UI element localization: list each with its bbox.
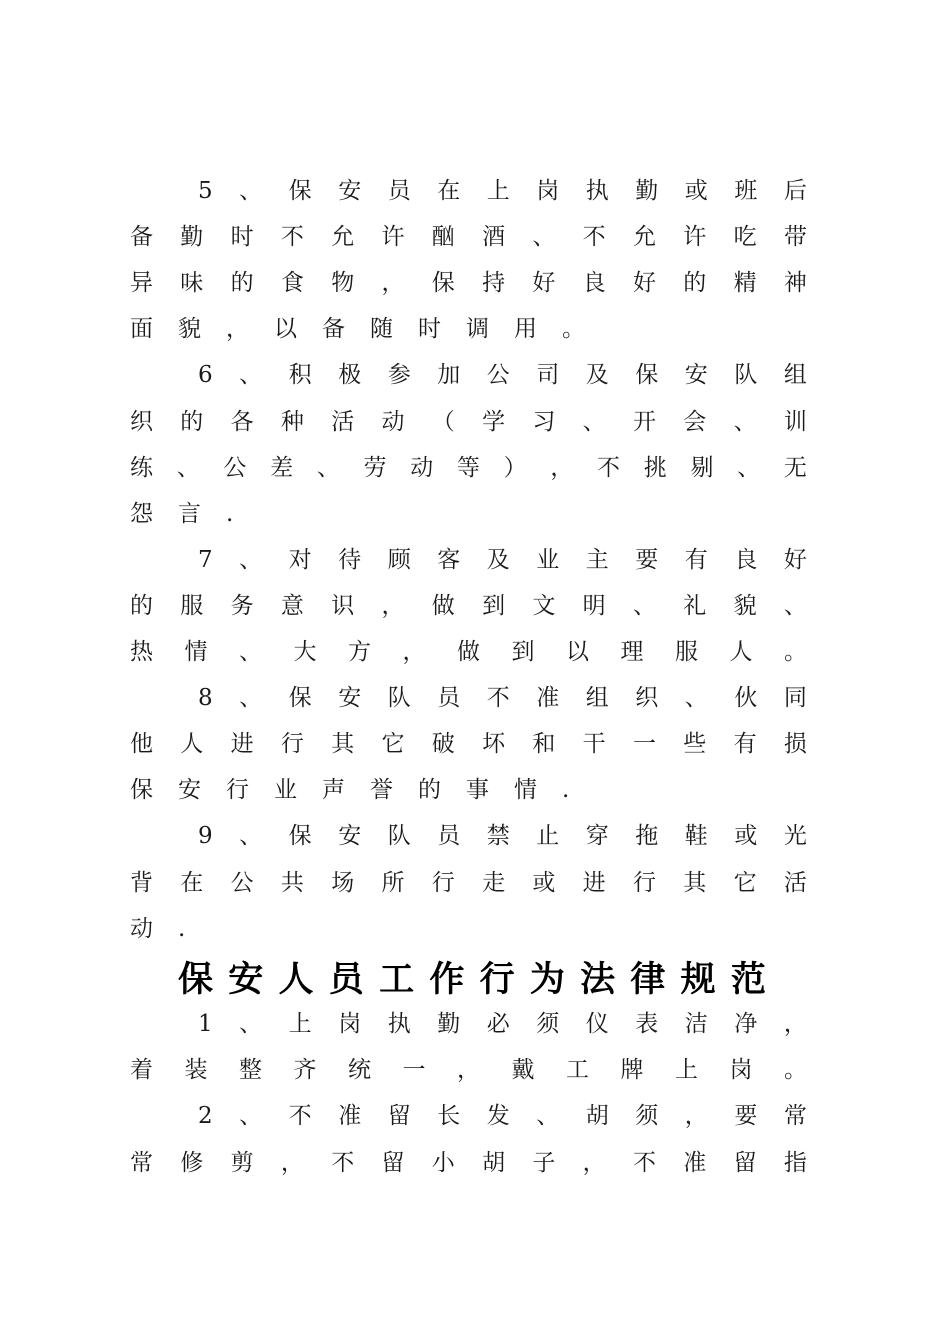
text-glyph: 好 [532,270,556,297]
text-glyph: 须 [536,1011,560,1037]
text-glyph: ， [684,1103,708,1130]
text-glyph: 礼 [683,592,707,619]
text-glyph: 服 [180,592,204,619]
text-glyph: 保 [635,362,659,389]
text-glyph: 到 [511,639,535,665]
text-glyph: 有 [733,731,757,758]
text-glyph: 做 [457,639,480,665]
text-glyph: 允 [632,224,656,251]
text-glyph: 的 [180,408,204,435]
text-glyph: 、 [783,592,807,619]
text-glyph: 及 [486,546,510,573]
text-glyph: 情 [184,639,208,665]
text-glyph: 、 [176,454,200,481]
heading-glyph: 工 [379,960,415,1000]
text-glyph: 声 [322,777,345,804]
text-glyph: 精 [733,270,757,297]
text-glyph: 组 [783,362,807,389]
text-glyph: 破 [431,731,455,758]
text-glyph: 发 [486,1103,510,1130]
heading-glyph: 保 [178,960,214,1000]
text-glyph: 安 [338,178,362,204]
text-glyph: ， [280,1149,304,1176]
text-glyph: 。 [784,1057,807,1084]
text-glyph: 酗 [431,224,455,251]
text-glyph: 保 [130,777,153,804]
text-glyph: 仪 [585,1011,609,1037]
text-glyph: 参 [387,362,411,389]
text-glyph: 勤 [437,1011,461,1037]
text-glyph: 修 [180,1149,204,1176]
text-glyph: 干 [582,731,606,758]
text-glyph: 或 [684,178,708,204]
text-glyph: 队 [734,362,758,389]
document.lines-line [130,724,807,764]
text-glyph: 上 [288,1011,312,1037]
text-glyph: 常 [783,1103,807,1130]
text-glyph: 5 [198,178,213,204]
text-glyph: 劳 [363,454,387,481]
text-glyph: ， [226,316,249,343]
text-glyph: 进 [582,869,606,896]
text-glyph: 文 [532,592,556,619]
text-glyph: 上 [486,178,510,204]
document.lines-line [130,309,807,349]
text-glyph: 司 [536,362,560,389]
heading-glyph: 律 [630,960,666,1000]
text-glyph: 等 [456,454,480,481]
document.lines-line [130,863,807,903]
text-glyph: 、 [239,639,262,665]
text-glyph: 、 [532,224,556,251]
text-glyph: 它 [381,731,405,758]
text-glyph: 以 [274,316,297,343]
text-glyph: 胡 [585,1103,609,1130]
text-glyph: 主 [585,546,609,573]
text-glyph: 表 [635,1011,659,1037]
text-glyph: 人 [180,731,204,758]
text-glyph: 许 [381,224,405,251]
text-glyph: 习 [532,408,556,435]
text-glyph: 貌 [733,592,757,619]
text-glyph: 活 [783,869,807,896]
text-glyph: 走 [482,869,506,896]
text-glyph: 、 [733,408,757,435]
text-glyph: 随 [370,316,393,343]
text-glyph: 勤 [180,224,204,251]
document.lines-line [130,770,807,810]
document.lines-line [130,632,807,672]
text-glyph: 对 [288,546,312,573]
text-glyph: 到 [482,592,506,619]
text-glyph: ， [783,1011,807,1037]
document.lines-line [198,540,807,580]
text-glyph: 穿 [585,823,609,850]
text-glyph: 备 [130,224,153,251]
text-glyph: 净 [734,1011,758,1037]
text-glyph: 貌 [178,316,201,343]
text-glyph: 或 [734,823,758,850]
text-glyph: 行 [226,777,249,804]
text-glyph: 常 [130,1149,153,1176]
text-glyph: 必 [486,1011,510,1037]
document.lines_after-line [130,1050,807,1090]
text-glyph: 其 [331,731,355,758]
text-glyph: 、 [239,362,263,389]
text-glyph: 员 [437,823,461,850]
text-glyph: 务 [230,592,254,619]
text-glyph: 公 [223,454,247,481]
text-glyph: 、 [239,546,263,573]
text-glyph: 统 [348,1057,371,1084]
text-glyph: 、 [239,823,263,850]
text-glyph: 背 [130,869,153,896]
text-glyph: 的 [683,270,707,297]
text-glyph: 积 [288,362,312,389]
text-glyph: 织 [635,685,659,712]
text-glyph: 不 [288,1103,312,1130]
text-glyph: 要 [635,546,659,573]
heading-glyph: 作 [429,960,465,1000]
text-glyph: 8 [198,685,213,712]
text-glyph: 事 [466,777,489,804]
text-glyph: 组 [585,685,609,712]
text-glyph: 带 [783,224,807,251]
text-glyph: 酒 [482,224,506,251]
heading-glyph: 为 [529,960,565,1000]
text-glyph: 损 [783,731,807,758]
text-glyph: 岗 [536,178,560,204]
text-glyph: 有 [684,546,708,573]
text-glyph: 班 [734,178,758,204]
text-glyph: 会 [683,408,707,435]
text-glyph: 共 [280,869,304,896]
text-glyph: 子 [532,1149,556,1176]
text-glyph: 岗 [729,1057,753,1084]
text-glyph: 。 [784,639,807,665]
text-glyph: 允 [331,224,355,251]
text-glyph: 好 [632,270,656,297]
text-glyph: 留 [387,1103,411,1130]
text-glyph: 不 [582,224,606,251]
text-glyph: 持 [482,270,506,297]
text-glyph: 行 [431,869,455,896]
text-glyph: 7 [198,546,213,573]
text-glyph: 不 [486,685,510,712]
text-glyph: 些 [683,731,707,758]
text-glyph: 。 [562,316,585,343]
text-glyph: 好 [783,546,807,573]
text-glyph: 服 [675,639,698,665]
text-glyph: 光 [783,823,807,850]
text-glyph: 识 [331,592,355,619]
text-glyph: 长 [437,1103,461,1130]
text-glyph: 极 [338,362,362,389]
text-glyph: . [178,915,186,942]
text-glyph: 情 [514,777,537,804]
text-glyph: 、 [582,408,606,435]
heading-glyph: 行 [479,960,515,1000]
text-glyph: 味 [180,270,204,297]
text-glyph: 9 [198,823,213,850]
text-glyph: 各 [230,408,254,435]
text-glyph: 1 [198,1011,213,1037]
text-glyph: 在 [437,178,461,204]
text-glyph: 业 [536,546,560,573]
text-glyph: 不 [331,1149,355,1176]
text-glyph: 留 [381,1149,405,1176]
text-glyph: 良 [734,546,758,573]
text-glyph: 备 [322,316,345,343]
text-glyph: 面 [130,316,153,343]
heading-glyph: 安 [228,960,264,1000]
text-glyph: 的 [230,270,254,297]
document.lines_after-line [198,1096,807,1136]
text-glyph: 安 [684,362,708,389]
text-glyph: 所 [381,869,405,896]
text-glyph: 整 [239,1057,262,1084]
text-glyph: 指 [783,1149,807,1176]
document.lines-line [130,586,807,626]
text-glyph: 物 [331,270,355,297]
text-glyph: 顾 [387,546,411,573]
text-glyph: 安 [338,685,362,712]
text-glyph: 怨 [130,500,153,527]
text-glyph: 保 [288,685,312,712]
text-glyph: 言 [178,500,201,527]
text-glyph: 2 [198,1103,213,1130]
text-glyph: 及 [585,362,609,389]
text-glyph: 挑 [643,454,667,481]
text-glyph: 它 [733,869,757,896]
text-glyph: 种 [280,408,304,435]
text-glyph: 的 [418,777,441,804]
text-glyph: 洁 [684,1011,708,1037]
text-glyph: 牌 [620,1057,644,1084]
text-glyph: 6 [198,362,213,389]
text-glyph: 小 [431,1149,455,1176]
text-glyph: 大 [293,639,317,665]
document.lines-line [130,217,807,257]
text-glyph: 执 [387,1011,411,1037]
text-glyph: 练 [130,454,153,481]
text-glyph: 勤 [635,178,659,204]
text-glyph: 公 [230,869,254,896]
text-glyph: 食 [280,270,304,297]
text-glyph: 要 [734,1103,758,1130]
text-glyph: 动 [130,915,153,942]
document.lines-line [198,816,807,856]
text-glyph: 岗 [338,1011,362,1037]
text-glyph: 、 [239,1011,263,1037]
text-glyph: 安 [338,823,362,850]
text-glyph: 工 [566,1057,589,1084]
text-glyph: 准 [536,685,560,712]
text-glyph: 准 [338,1103,362,1130]
text-glyph: . [562,777,570,804]
text-glyph: 誉 [370,777,393,804]
text-glyph: 、 [239,685,263,712]
text-glyph: 业 [274,777,297,804]
text-glyph: 后 [783,178,807,204]
text-glyph: 安 [178,777,201,804]
text-glyph: 许 [683,224,707,251]
text-glyph: 伙 [734,685,758,712]
text-glyph: 公 [486,362,510,389]
text-glyph: 剔 [690,454,714,481]
section-heading [178,952,766,1002]
text-glyph: 异 [130,270,153,297]
text-glyph: 神 [783,270,807,297]
text-glyph: 、 [239,1103,263,1130]
text-glyph: （ [431,408,455,435]
text-glyph: 坏 [482,731,506,758]
text-glyph: 着 [130,1057,153,1084]
text-glyph: 学 [482,408,506,435]
text-glyph: 做 [431,592,455,619]
text-glyph: 戴 [511,1057,535,1084]
text-glyph: 待 [338,546,362,573]
text-glyph: 队 [387,685,411,712]
text-glyph: ， [582,1149,606,1176]
text-glyph: 吃 [733,224,757,251]
document.lines-line [198,355,807,395]
document.lines_after-line [130,1143,807,1183]
text-glyph: 加 [437,362,461,389]
text-glyph: 场 [331,869,355,896]
text-glyph: 织 [130,408,153,435]
text-glyph: 进 [230,731,254,758]
text-glyph: 其 [683,869,707,896]
text-glyph: 、 [684,685,708,712]
text-glyph: 他 [130,731,153,758]
text-glyph: 客 [437,546,461,573]
text-glyph: 理 [620,639,644,665]
text-glyph: 无 [783,454,807,481]
text-glyph: 意 [280,592,304,619]
text-glyph: 拖 [635,823,659,850]
text-glyph: 差 [270,454,294,481]
text-glyph: 不 [597,454,621,481]
text-glyph: 训 [783,408,807,435]
text-glyph: . [226,500,234,527]
text-glyph: 明 [582,592,606,619]
text-glyph: 行 [280,731,304,758]
text-glyph: 齐 [293,1057,317,1084]
text-glyph: 员 [387,178,411,204]
heading-glyph: 人 [278,960,314,1000]
text-glyph: 保 [288,178,312,204]
text-glyph: 剪 [230,1149,254,1176]
text-glyph: 、 [316,454,340,481]
text-glyph: 良 [582,270,606,297]
text-glyph: 装 [184,1057,208,1084]
document.lines-line [198,678,807,718]
document.lines-line [130,448,807,488]
document.lines-line [130,402,807,442]
text-glyph: 动 [381,408,405,435]
text-glyph: 一 [632,731,656,758]
text-glyph: ， [550,454,574,481]
text-glyph: 活 [331,408,355,435]
text-glyph: 以 [566,639,589,665]
text-glyph: 准 [683,1149,707,1176]
document.lines-line [130,263,807,303]
text-glyph: 鞋 [684,823,708,850]
text-glyph: 热 [130,639,153,665]
heading-glyph: 规 [680,960,716,1000]
document.lines-line [130,909,807,949]
text-glyph: 动 [410,454,434,481]
text-glyph: ， [457,1057,480,1084]
document.lines_after-line [198,1004,807,1044]
text-glyph: 方 [348,639,371,665]
heading-glyph: 员 [328,960,364,1000]
text-glyph: 止 [536,823,560,850]
text-glyph: 调 [466,316,489,343]
text-glyph: 行 [632,869,656,896]
text-glyph: 、 [239,178,263,204]
text-glyph: 的 [130,592,153,619]
text-glyph: 或 [532,869,556,896]
text-glyph: ） [503,454,527,481]
text-glyph: 队 [387,823,411,850]
document.lines-line [198,171,807,211]
heading-glyph: 范 [730,960,766,1000]
document.lines-line [130,494,807,534]
text-glyph: 留 [733,1149,757,1176]
text-glyph: 一 [402,1057,426,1084]
text-glyph: 时 [418,316,441,343]
text-glyph: 不 [280,224,304,251]
text-glyph: ， [381,592,405,619]
heading-glyph: 法 [580,960,616,1000]
text-glyph: 时 [230,224,254,251]
text-glyph: 开 [632,408,656,435]
text-glyph: 在 [180,869,204,896]
text-glyph: 、 [737,454,761,481]
text-glyph: ， [381,270,405,297]
text-glyph: 员 [437,685,461,712]
text-glyph: 、 [632,592,656,619]
text-glyph: ， [402,639,426,665]
text-glyph: 保 [431,270,455,297]
text-glyph: 用 [514,316,537,343]
text-glyph: 同 [783,685,807,712]
text-glyph: 执 [585,178,609,204]
text-glyph: 人 [729,639,753,665]
text-glyph: 禁 [486,823,510,850]
text-glyph: 胡 [482,1149,506,1176]
text-glyph: 不 [632,1149,656,1176]
text-glyph: 须 [635,1103,659,1130]
text-glyph: 和 [532,731,556,758]
text-glyph: 、 [536,1103,560,1130]
text-glyph: 上 [675,1057,698,1084]
text-glyph: 保 [288,823,312,850]
